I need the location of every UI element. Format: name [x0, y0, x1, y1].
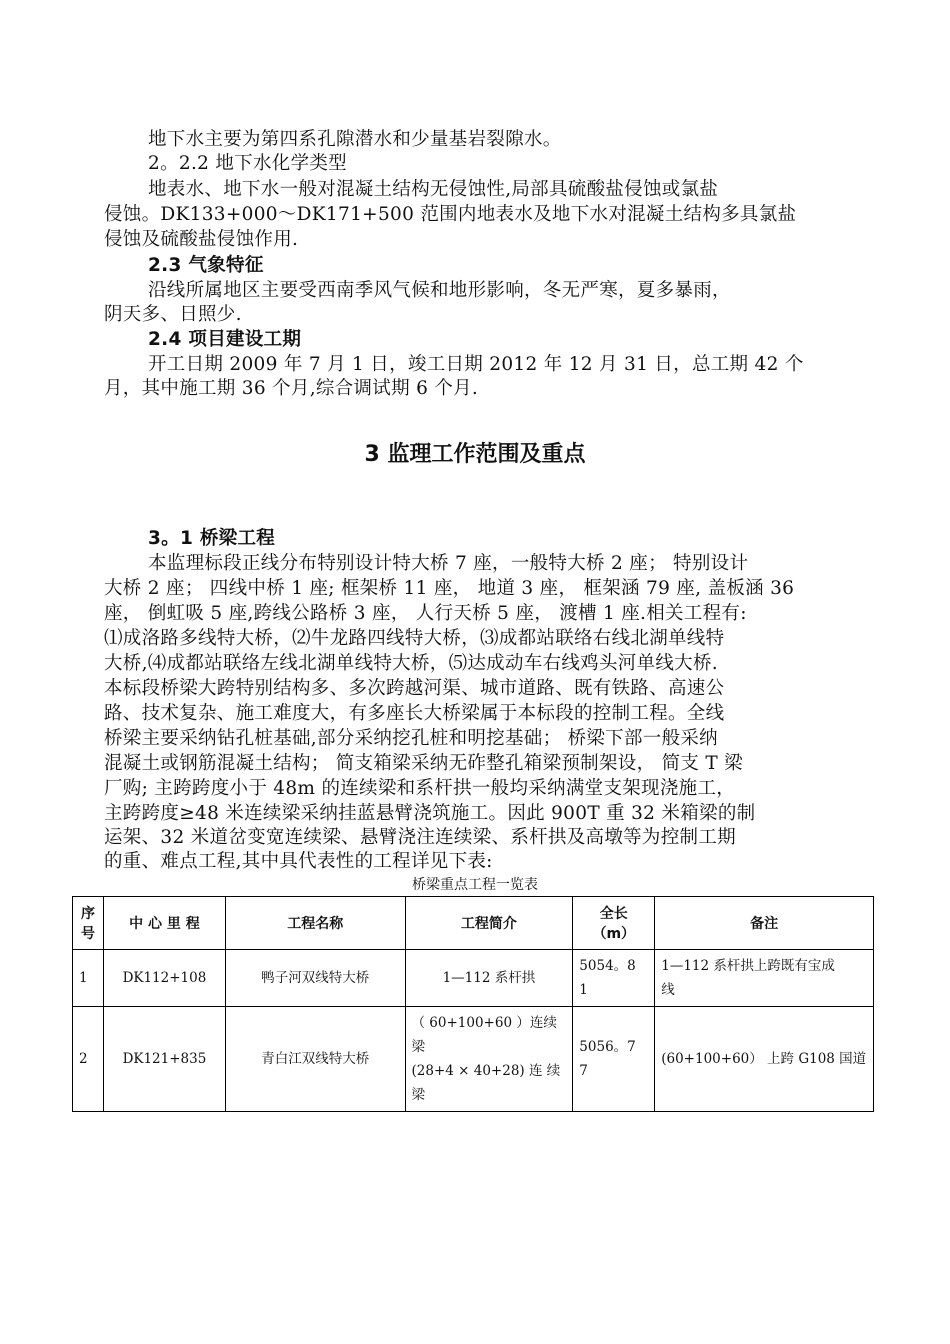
chapter-title: 3 监理工作范围及重点	[364, 442, 586, 467]
body-line: ⑴成洛路多线特大桥，⑵牛龙路四线特大桥，⑶成都站联络右线北湖单线特	[104, 628, 725, 649]
table-header-row	[73, 897, 874, 950]
section-3-1-heading: 3。1 桥梁工程	[148, 528, 276, 549]
para-climate-line-1: 沿线所属地区主要受西南季风气候和地形影响，冬无严寒，夏多暴雨，	[148, 280, 731, 301]
table-caption: 桥梁重点工程一览表	[412, 877, 538, 893]
header-total-length: 全长 （m）	[573, 897, 655, 950]
header-project-name: 工程名称	[225, 897, 405, 950]
body-line: 座， 倒虹吸 5 座,跨线公路桥 3 座， 人行天桥 5 座， 渡槽 1 座.相关工程有:	[104, 603, 747, 624]
body-line: 的重、难点工程,其中具代表性的工程详见下表:	[104, 851, 493, 872]
table-row	[73, 950, 874, 1007]
body-line: 厂购; 主跨跨度小于 48m 的连续梁和系杆拱一般均采纳满堂支架现浇施工，	[104, 778, 736, 799]
section-2-2-2-heading: 2。2.2 地下水化学类型	[148, 153, 347, 174]
para-chem-line-1: 地表水、地下水一般对混凝土结构无侵蚀性,局部具硫酸盐侵蚀或氯盐	[148, 179, 719, 200]
section-2-4-heading: 2.4 项目建设工期	[148, 329, 302, 350]
cell-length: 5056。7 7	[573, 1007, 655, 1112]
body-line: 大桥 2 座； 四线中桥 1 座; 框架桥 11 座， 地道 3 座， 框架涵 79 座, 盖板涵 36	[104, 578, 795, 599]
table-row	[73, 1007, 874, 1112]
header-center-mileage: 中 心 里 程	[103, 897, 225, 950]
cell-brief: （ 60+100+60 ）连续 梁 (28+4 × 40+28) 连 续 梁	[405, 1007, 573, 1112]
cell-name: 鸭子河双线特大桥	[225, 950, 405, 1007]
para-climate-line-2: 阴天多、日照少.	[104, 304, 242, 325]
body-line: 混凝土或钢筋混凝土结构； 简支箱梁采纳无砟整孔箱梁预制架设， 简支 T 梁	[104, 753, 743, 774]
body-line: 路、技术复杂、施工难度大，有多座长大桥梁属于本标段的控制工程。全线	[104, 703, 725, 724]
header-index: 序 号	[73, 897, 104, 950]
body-line: 本监理标段正线分布特别设计特大桥 7 座，一般特大桥 2 座； 特别设计	[148, 553, 749, 574]
cell-mileage: DK121+835	[103, 1007, 225, 1112]
para-schedule-line-2: 月，其中施工期 36 个月,综合调试期 6 个月.	[104, 378, 479, 399]
cell-remarks: 1—112 系杆拱上跨既有宝成 线	[655, 950, 874, 1007]
para-schedule-line-1: 开工日期 2009 年 7 月 1 日，竣工日期 2012 年 12 月 31 日，总工期 42 个	[148, 354, 804, 375]
para-groundwater: 地下水主要为第四系孔隙潜水和少量基岩裂隙水。	[148, 129, 562, 150]
cell-length: 5054。8 1	[573, 950, 655, 1007]
cell-index: 2	[73, 1007, 104, 1112]
body-line: 桥梁主要采纳钻孔桩基础,部分采纳挖孔桩和明挖基础； 桥梁下部一般采纳	[104, 728, 718, 749]
cell-mileage: DK112+108	[103, 950, 225, 1007]
body-line: 运架、32 米道岔变宽连续梁、悬臂浇注连续梁、系杆拱及高墩等为控制工期	[104, 827, 736, 848]
cell-index: 1	[73, 950, 104, 1007]
para-chem-line-3: 侵蚀及硫酸盐侵蚀作用.	[104, 229, 299, 250]
cell-brief: 1—112 系杆拱	[405, 950, 573, 1007]
cell-remarks: (60+100+60） 上跨 G108 国道	[655, 1007, 874, 1112]
section-2-3-heading: 2.3 气象特征	[148, 255, 264, 276]
para-chem-line-2: 侵蚀。DK133+000～DK171+500 范围内地表水及地下水对混凝土结构多具氯盐	[104, 204, 797, 225]
header-project-brief: 工程简介	[405, 897, 573, 950]
body-line: 主跨跨度≥48 米连续梁采纳挂蓝悬臂浇筑施工。因此 900T 重 32 米箱梁的制	[104, 803, 756, 824]
header-remarks: 备注	[655, 897, 874, 950]
body-line: 本标段桥梁大跨特别结构多、多次跨越河渠、城市道路、既有铁路、高速公	[104, 678, 725, 699]
bridge-key-works-table	[72, 896, 874, 1112]
cell-name: 青白江双线特大桥	[225, 1007, 405, 1112]
body-line: 大桥,⑷成都站联络左线北湖单线特大桥，⑸达成动车右线鸡头河单线大桥.	[104, 653, 718, 674]
